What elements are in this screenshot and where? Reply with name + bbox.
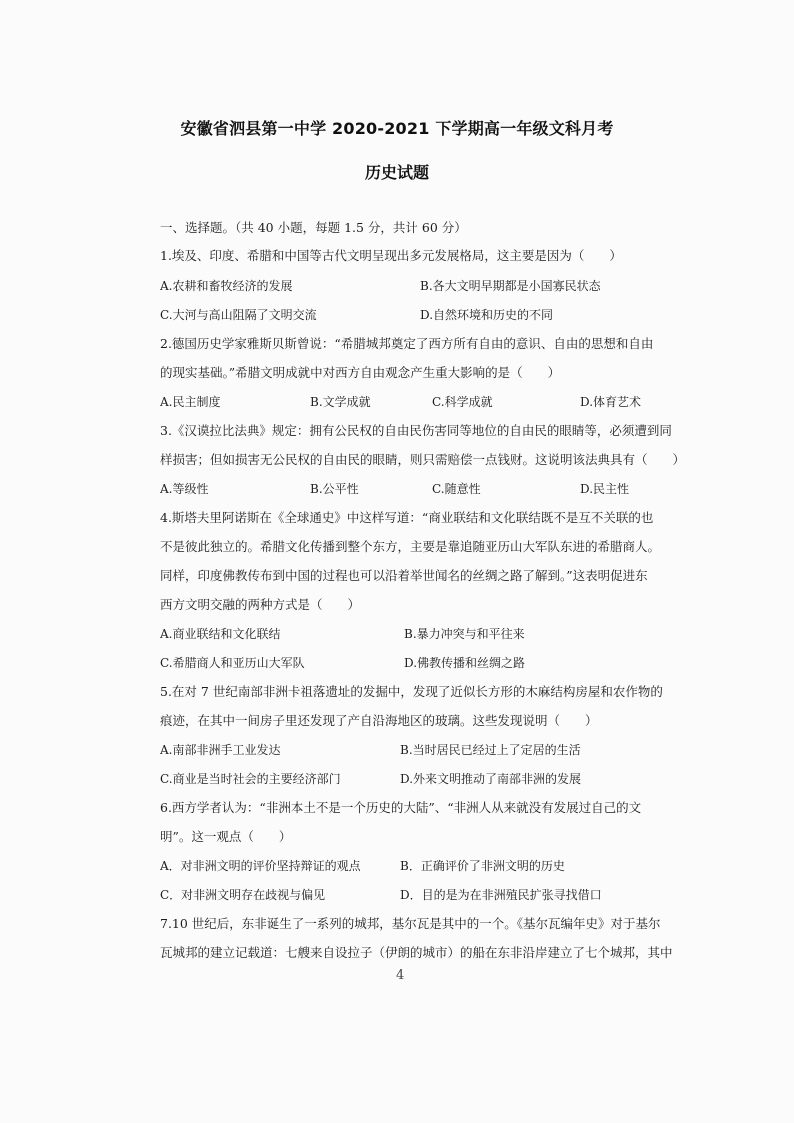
question-4-line-3: 同样，印度佛教传布到中国的过程也可以沿着举世闻名的丝绸之路了解到。”这表明促进东: [160, 568, 648, 583]
question-6-line-1: 6.西方学者认为：“非洲本土不是一个历史的大陆”、“非洲人从来就没有发展过自己的文: [160, 800, 642, 815]
question-1-option-d: D.自然环境和历史的不同: [420, 308, 554, 322]
question-2-line-1: 2.德国历史学家雅斯贝斯曾说：“希腊城邦奠定了西方所有自由的意识、自由的思想和自由: [160, 336, 654, 351]
question-4-option-d: D.佛教传播和丝绸之路: [404, 656, 526, 670]
question-6-option-d: D．目的是为在非洲殖民扩张寻找借口: [400, 888, 602, 902]
exam-title: 安徽省泗县第一中学 2020-2021 下学期高一年级文科月考: [180, 119, 614, 138]
page-number: 4: [396, 968, 405, 983]
question-2-line-2: 的现实基础。”希腊文明成就中对西方自由观念产生重大影响的是（ ）: [160, 365, 561, 380]
question-3-line-2: 样损害；但如损害无公民权的自由民的眼睛，则只需赔偿一点钱财。这说明该法典具有（ ）: [160, 452, 686, 467]
question-3-option-b: B.公平性: [310, 482, 359, 496]
question-3-option-c: C.随意性: [432, 482, 481, 496]
question-4-line-4: 西方文明交融的两种方式是（ ）: [160, 597, 361, 612]
question-5-option-c: C.商业是当时社会的主要经济部门: [160, 772, 341, 786]
bleed-through-text: [430, 100, 766, 117]
question-4-option-b: B.暴力冲突与和平往来: [404, 627, 525, 641]
question-2-option-c: C.科学成就: [432, 395, 493, 409]
question-6-line-2: 明”。这一观点（ ）: [160, 829, 292, 844]
question-5-line-2: 痕迹，在其中一间房子里还发现了产自沿海地区的玻璃。这些发现说明（ ）: [160, 713, 598, 728]
question-1-option-a: A.农耕和畜牧经济的发展: [160, 279, 293, 293]
question-3-line-1: 3.《汉谟拉比法典》规定：拥有公民权的自由民伤害同等地位的自由民的眼睛等，必须遭到同: [160, 423, 672, 438]
question-2-option-a: A.民主制度: [160, 395, 221, 409]
question-5-option-b: B.当时居民已经过上了定居的生活: [400, 743, 581, 757]
question-2-option-d: D.体育艺术: [580, 395, 642, 409]
question-3-option-d: D.民主性: [580, 482, 630, 496]
question-3-option-a: A.等级性: [160, 482, 209, 496]
question-7-line-2: 瓦城邦的建立记载道：七艘来自设拉子（伊朗的城市）的船在东非沿岸建立了七个城邦，其中: [160, 945, 673, 960]
question-1-option-c: C.大河与高山阻隔了文明交流: [160, 308, 317, 322]
question-5-line-1: 5.在对 7 世纪南部非洲卡祖落遗址的发掘中，发现了近似长方形的木麻结构房屋和农作物的: [160, 684, 663, 699]
question-5-option-d: D.外来文明推动了南部非洲的发展: [400, 772, 582, 786]
question-6-option-b: B．正确评价了非洲文明的历史: [400, 859, 565, 873]
question-6-option-a: A．对非洲文明的评价坚持辩证的观点: [160, 859, 361, 873]
question-2-option-b: B.文学成就: [310, 395, 371, 409]
question-4-option-a: A.商业联结和文化联结: [160, 627, 281, 641]
section-heading: 一、选择题。（共 40 小题，每题 1.5 分，共计 60 分）: [160, 220, 467, 235]
question-4-line-2: 不是彼此独立的。希腊文化传播到整个东方，主要是靠追随亚历山大军队东进的希腊商人。: [160, 539, 661, 554]
question-7-line-1: 7.10 世纪后，东非诞生了一系列的城邦，基尔瓦是其中的一个。《基尔瓦编年史》对于基尔: [160, 916, 661, 931]
exam-subtitle: 历史试题: [364, 163, 429, 182]
question-6-option-c: C．对非洲文明存在歧视与偏见: [160, 888, 326, 902]
question-1-option-b: B.各大文明早期都是小国寡民状态: [420, 279, 601, 293]
question-4-option-c: C.希腊商人和亚历山大军队: [160, 656, 305, 670]
question-1-line-1: 1.埃及、印度、希腊和中国等古代文明呈现出多元发展格局，这主要是因为（ ）: [160, 248, 622, 263]
question-5-option-a: A.南部非洲手工业发达: [160, 743, 281, 757]
question-4-line-1: 4.斯塔夫里阿诺斯在《全球通史》中这样写道：“商业联结和文化联结既不是互不关联的也: [160, 510, 654, 525]
